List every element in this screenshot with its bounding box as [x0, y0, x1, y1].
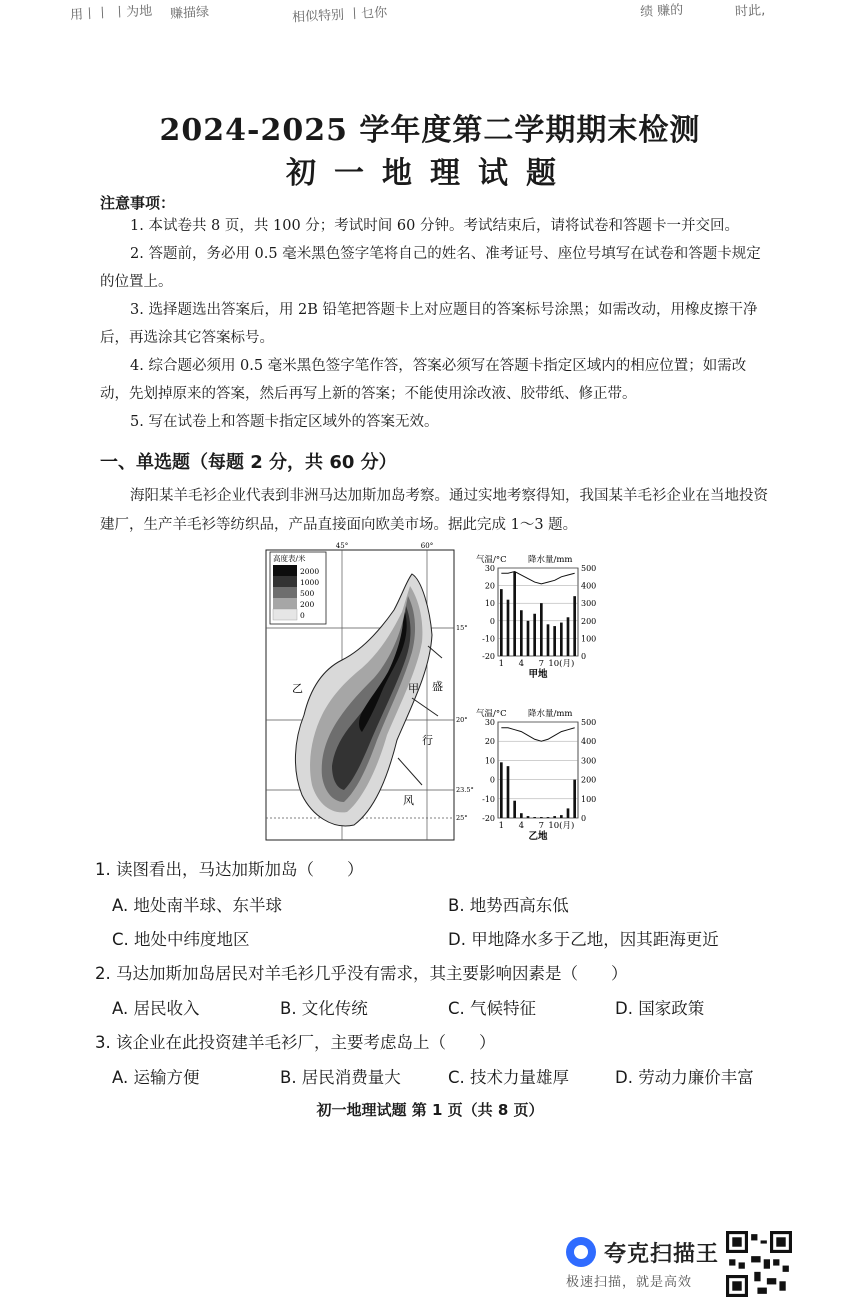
lat-label: 15°	[456, 624, 468, 632]
option-c[interactable]: C. 地处中纬度地区	[112, 930, 250, 949]
y2-tick-label: 500	[581, 564, 597, 573]
precip-bar	[527, 621, 530, 656]
precip-bar	[500, 589, 503, 656]
qr-code-icon	[726, 1231, 792, 1297]
handwriting-scrawl: 相似特别 丨乜你	[291, 5, 388, 26]
y-tick-label: 10	[484, 599, 495, 609]
precip-bar	[573, 780, 576, 818]
lat-label: 25°	[456, 814, 468, 822]
y-tick-label: -20	[482, 652, 495, 661]
x-tick-label: 4	[518, 821, 525, 831]
precip-bar	[533, 817, 536, 818]
y-tick-label: 20	[484, 581, 495, 591]
y-axis-title: 气温/°C	[476, 709, 507, 719]
lon-label: 45°	[335, 542, 349, 550]
precip-bar	[520, 813, 523, 818]
legend-swatch	[273, 576, 297, 587]
madagascar-figure	[262, 540, 612, 845]
wind-label: 盛	[432, 680, 443, 693]
option-a[interactable]: A. 地处南半球、东半球	[112, 896, 282, 915]
option-a[interactable]: A. 运输方便	[112, 1068, 200, 1087]
precip-bar	[520, 610, 523, 656]
x-tick-label: 1	[498, 821, 505, 831]
option-b[interactable]: B. 居民消费量大	[280, 1068, 401, 1087]
scanner-brand-name: 夸克扫描王	[604, 1242, 720, 1267]
handwriting-scrawl: 时此,	[734, 3, 766, 20]
climate-chart-jia	[476, 554, 596, 680]
chart-frame	[498, 722, 578, 818]
x-tick-label: 10(月)	[548, 821, 575, 831]
lon-label: 60°	[420, 542, 434, 550]
y2-tick-label: 400	[581, 737, 597, 747]
option-d[interactable]: D. 劳动力廉价丰富	[615, 1068, 754, 1087]
notice-item: 1. 本试卷共 8 页，共 100 分；考试时间 60 分钟。考试结束后，请将试卷和答题卡一并交回。	[130, 218, 739, 234]
option-c[interactable]: C. 气候特征	[448, 999, 537, 1018]
precip-bar	[527, 816, 530, 818]
section-heading: 一、单选题（每题 2 分，共 60 分）	[100, 452, 397, 473]
precip-bar	[500, 762, 503, 818]
legend-level: 500	[300, 589, 315, 598]
question-stem: 2. 马达加斯加岛居民对羊毛衫几乎没有需求，其主要影响因素是（ ）	[95, 964, 628, 983]
legend-swatch	[273, 609, 297, 620]
precip-bar	[560, 623, 563, 656]
y2-tick-label: 0	[581, 652, 587, 661]
handwriting-scrawl: 用丨丨 丨为地	[69, 3, 153, 24]
precip-bar	[513, 572, 516, 656]
legend-title: 高度表/米	[273, 554, 306, 563]
notice-heading: 注意事项：	[100, 194, 176, 212]
scanner-slogan: 极速扫描，就是高效	[566, 1275, 693, 1290]
exam-subtitle: 初一地理试题	[286, 156, 574, 191]
handwriting-scrawl: 绩 赚的	[639, 2, 684, 21]
temperature-line	[501, 572, 574, 584]
question-stem: 1. 读图看出，马达加斯加岛（ ）	[95, 860, 364, 879]
y-tick-label: -10	[482, 634, 495, 644]
x-tick-label: 4	[518, 659, 525, 669]
lat-label: 20°	[456, 716, 468, 724]
exam-title: 2024-2025 学年度第二学期期末检测	[159, 113, 701, 148]
y2-tick-label: 200	[581, 616, 597, 626]
precip-bar	[573, 596, 576, 656]
option-d[interactable]: D. 国家政策	[615, 999, 705, 1018]
precip-bar	[547, 817, 550, 818]
notice-item: 4. 综合题必须用 0.5 毫米黑色签字笔作答，答案必须写在答题卡指定区域内的相应位置；如需改动，先划掉原来的答案，然后再写上新的答案；不能使用涂改液、胶带纸、修正带。	[100, 358, 747, 402]
wind-label: 行	[422, 734, 433, 747]
y2-tick-label: 300	[581, 599, 597, 609]
option-a[interactable]: A. 居民收入	[112, 999, 200, 1018]
place-label-yi: 乙	[292, 682, 303, 695]
precip-bar	[547, 624, 550, 656]
y2-tick-label: 400	[581, 581, 597, 591]
notice-list	[100, 212, 770, 436]
y2-tick-label: 100	[581, 634, 597, 644]
legend-swatch	[273, 598, 297, 609]
x-tick-label: 7	[538, 821, 545, 831]
precip-bar	[540, 603, 543, 656]
temperature-line	[501, 728, 574, 741]
precip-bar	[540, 817, 543, 818]
x-tick-label: 7	[538, 659, 545, 669]
legend-level: 200	[300, 600, 315, 609]
climate-chart-yi	[476, 708, 596, 842]
chart-frame	[498, 568, 578, 656]
page-footer: 初一地理试题 第 1 页（共 8 页）	[316, 1101, 544, 1119]
x-tick-label: 1	[498, 659, 505, 669]
y-tick-label: 30	[484, 564, 495, 573]
legend-level: 2000	[300, 567, 320, 576]
y2-tick-label: 100	[581, 794, 597, 804]
y-tick-label: -20	[482, 814, 495, 823]
y-tick-label: 30	[484, 718, 495, 727]
y2-axis-title: 降水量/mm	[528, 555, 573, 565]
legend-level: 0	[300, 611, 305, 620]
precip-bar	[513, 801, 516, 818]
precip-bar	[507, 600, 510, 656]
lat-label: 23.5°	[456, 786, 474, 794]
y-tick-label: -10	[482, 794, 495, 804]
notice-item: 5. 写在试卷上和答题卡指定区域外的答案无效。	[130, 414, 439, 430]
legend-swatch	[273, 587, 297, 598]
question-stem: 3. 该企业在此投资建羊毛衫厂，主要考虑岛上（ ）	[95, 1033, 496, 1052]
option-b[interactable]: B. 文化传统	[280, 999, 368, 1018]
x-tick-label: 10(月)	[548, 659, 575, 669]
y-tick-label: 0	[489, 775, 495, 785]
notice-item: 2. 答题前，务必用 0.5 毫米黑色签字笔将自己的姓名、准考证号、座位号填写在试卷和答题卡规定的位置上。	[100, 246, 761, 290]
precip-bar	[507, 766, 510, 818]
y-tick-label: 20	[484, 737, 495, 747]
y-tick-label: 10	[484, 756, 495, 766]
chart-title: 甲地	[528, 669, 548, 680]
y2-tick-label: 300	[581, 756, 597, 766]
option-c[interactable]: C. 技术力量雄厚	[448, 1068, 570, 1087]
scanner-logo-icon	[566, 1237, 596, 1267]
option-d[interactable]: D. 甲地降水多于乙地，因其距海更近	[448, 930, 719, 949]
y-tick-label: 0	[489, 616, 495, 626]
wind-label: 风	[403, 794, 414, 807]
handwriting-scrawl: 赚描绿	[169, 4, 210, 23]
notice-item: 3. 选择题选出答案后，用 2B 铅笔把答题卡上对应题目的答案标号涂黑；如需改动，用橡皮擦干净后，再选涂其它答案标号。	[100, 302, 758, 346]
y2-axis-title: 降水量/mm	[528, 709, 573, 719]
legend-level: 1000	[300, 578, 320, 587]
precip-bar	[533, 614, 536, 656]
question-intro: 海阳某羊毛衫企业代表到非洲马达加斯加岛考察。通过实地考察得知，我国某羊毛衫企业在当地投资建厂，生产羊毛衫等纺织品，产品直接面向欧美市场。据此完成 1～3 题。	[100, 488, 768, 533]
precip-bar	[553, 626, 556, 656]
place-label-jia: 甲	[408, 682, 419, 695]
legend-swatch	[273, 565, 297, 576]
y2-tick-label: 500	[581, 718, 597, 727]
y2-tick-label: 200	[581, 775, 597, 785]
precip-bar	[567, 808, 570, 818]
y2-tick-label: 0	[581, 814, 587, 823]
precip-bar	[560, 815, 563, 818]
option-b[interactable]: B. 地势西高东低	[448, 896, 569, 915]
y-axis-title: 气温/°C	[476, 555, 507, 565]
precip-bar	[567, 617, 570, 656]
precip-bar	[553, 816, 556, 818]
chart-title: 乙地	[528, 831, 548, 842]
